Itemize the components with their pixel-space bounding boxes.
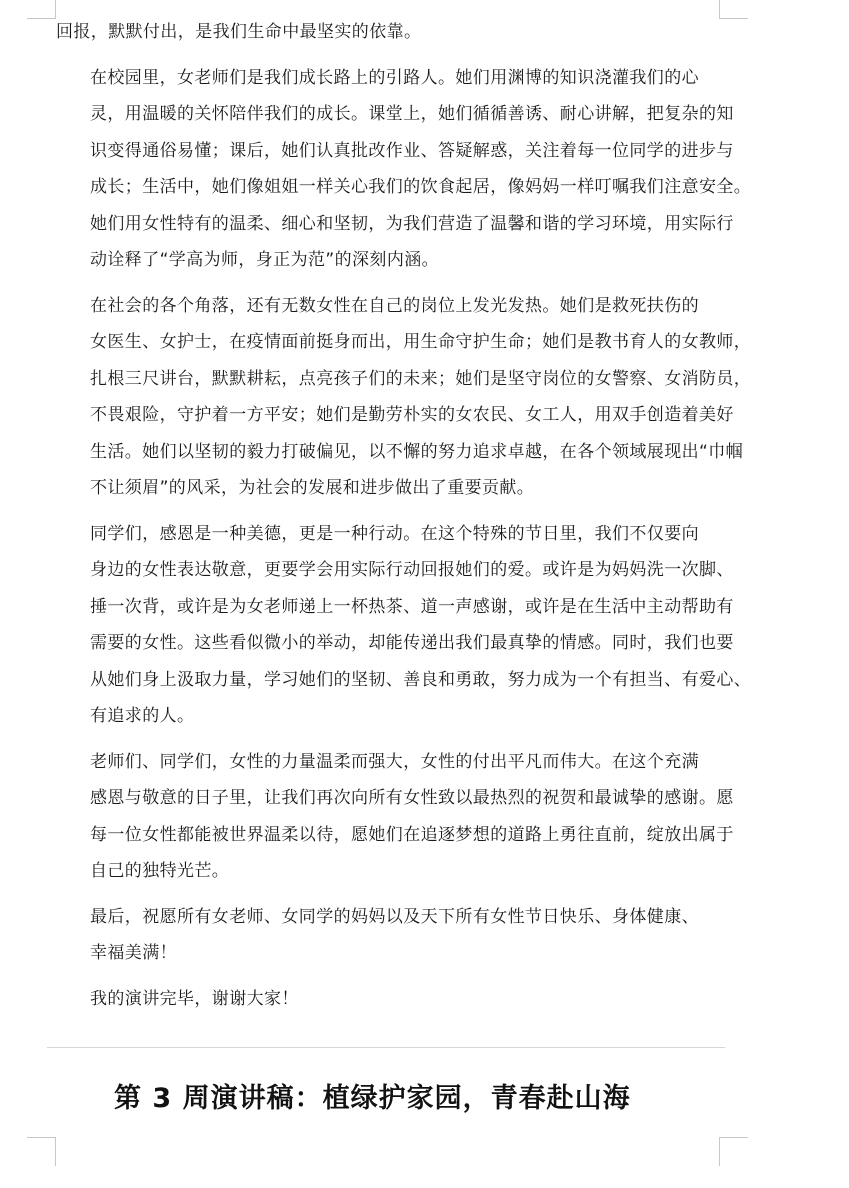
text-line: 老师们、同学们，女性的力量温柔而强大，女性的付出平凡而伟大。在这个充满 — [90, 751, 699, 772]
text-line: 回报，默默付出，是我们生命中最坚实的依靠。 — [56, 22, 422, 42]
text-line: 识变得通俗易懂；课后，她们认真批改作业、答疑解惑，关注着每一位同学的进步与 — [90, 140, 734, 161]
crop-mark-bottom-right — [719, 1137, 748, 1166]
text-line: 自己的独特光芒。 — [90, 861, 230, 881]
text-line: 扎根三尺讲台，默默耕耘，点亮孩子们的未来；她们是坚守岗位的女警察、女消防员， — [90, 368, 752, 389]
text-line: 从她们身上汲取力量，学习她们的坚韧、善良和勇敢，努力成为一个有担当、有爱心、 — [90, 669, 752, 690]
text-line: 灵，用温暖的关怀陪伴我们的成长。课堂上，她们循循善诱、耐心讲解，把复杂的知 — [90, 104, 734, 124]
paragraph — [56, 60, 752, 279]
text-line: 动诠释了“学高为师，身正为范”的深刻内涵。 — [90, 250, 440, 270]
paragraph — [56, 744, 734, 890]
section-title: 第 3 周演讲稿：植绿护家园，青春赴山海 — [114, 1083, 631, 1114]
text-line: 每一位女性都能被世界温柔以待，愿她们在追逐梦想的道路上勇往直前，绽放出属于 — [90, 824, 734, 845]
paragraph — [56, 981, 724, 1018]
text-line: 身边的女性表达敬意，更要学会用实际行动回报她们的爱。或许是为妈妈洗一次脚、 — [90, 560, 734, 580]
text-line: 在校园里，女老师们是我们成长路上的引路人。她们用渊博的知识浇灌我们的心 — [90, 67, 699, 88]
text-line: 在社会的各个角落，还有无数女性在自己的岗位上发光发热。她们是救死扶伤的 — [90, 295, 699, 316]
text-line: 不让须眉”的风采，为社会的发展和进步做出了重要贡献。 — [90, 478, 535, 498]
crop-mark-bottom-left — [27, 1137, 56, 1166]
paragraph — [56, 14, 724, 51]
text-line: 捶一次背，或许是为女老师递上一杯热茶、道一声感谢，或许是在生活中主动帮助有 — [90, 596, 734, 617]
text-line: 不畏艰险，守护着一方平安；她们是勤劳朴实的女农民、女工人，用双手创造着美好 — [90, 405, 734, 425]
text-line: 生活。她们以坚韧的毅力打破偏见，以不懈的努力追求卓越，在各个领域展现出“巾帼 — [90, 441, 744, 462]
text-line: 成长；生活中，她们像姐姐一样关心我们的饮食起居，像妈妈一样叮嘱我们注意安全。 — [90, 177, 752, 197]
paragraph — [56, 516, 752, 735]
text-line: 最后，祝愿所有女老师、女同学的妈妈以及天下所有女性节日快乐、身体健康、 — [90, 906, 699, 927]
crop-mark-top-left — [27, 0, 56, 19]
text-line: 她们用女性特有的温柔、细心和坚韧，为我们营造了温馨和谐的学习环境，用实际行 — [90, 213, 734, 234]
page-divider — [47, 1047, 725, 1048]
text-line: 同学们，感恩是一种美德，更是一种行动。在这个特殊的节日里，我们不仅要向 — [90, 523, 699, 544]
text-line: 有追求的人。 — [90, 706, 195, 726]
text-line: 感恩与敬意的日子里，让我们再次向所有女性致以最热烈的祝贺和最诚挚的感谢。愿 — [90, 788, 734, 808]
text-line: 女医生、女护士，在疫情面前挺身而出，用生命守护生命；她们是教书育人的女教师， — [90, 332, 752, 352]
text-line: 幸福美满！ — [90, 943, 177, 963]
text-line: 我的演讲完毕，谢谢大家！ — [90, 988, 299, 1009]
paragraph — [56, 288, 752, 507]
paragraph — [56, 899, 724, 972]
document-body — [56, 14, 752, 1026]
text-line: 需要的女性。这些看似微小的举动，却能传递出我们最真挚的情感。同时，我们也要 — [90, 633, 734, 653]
